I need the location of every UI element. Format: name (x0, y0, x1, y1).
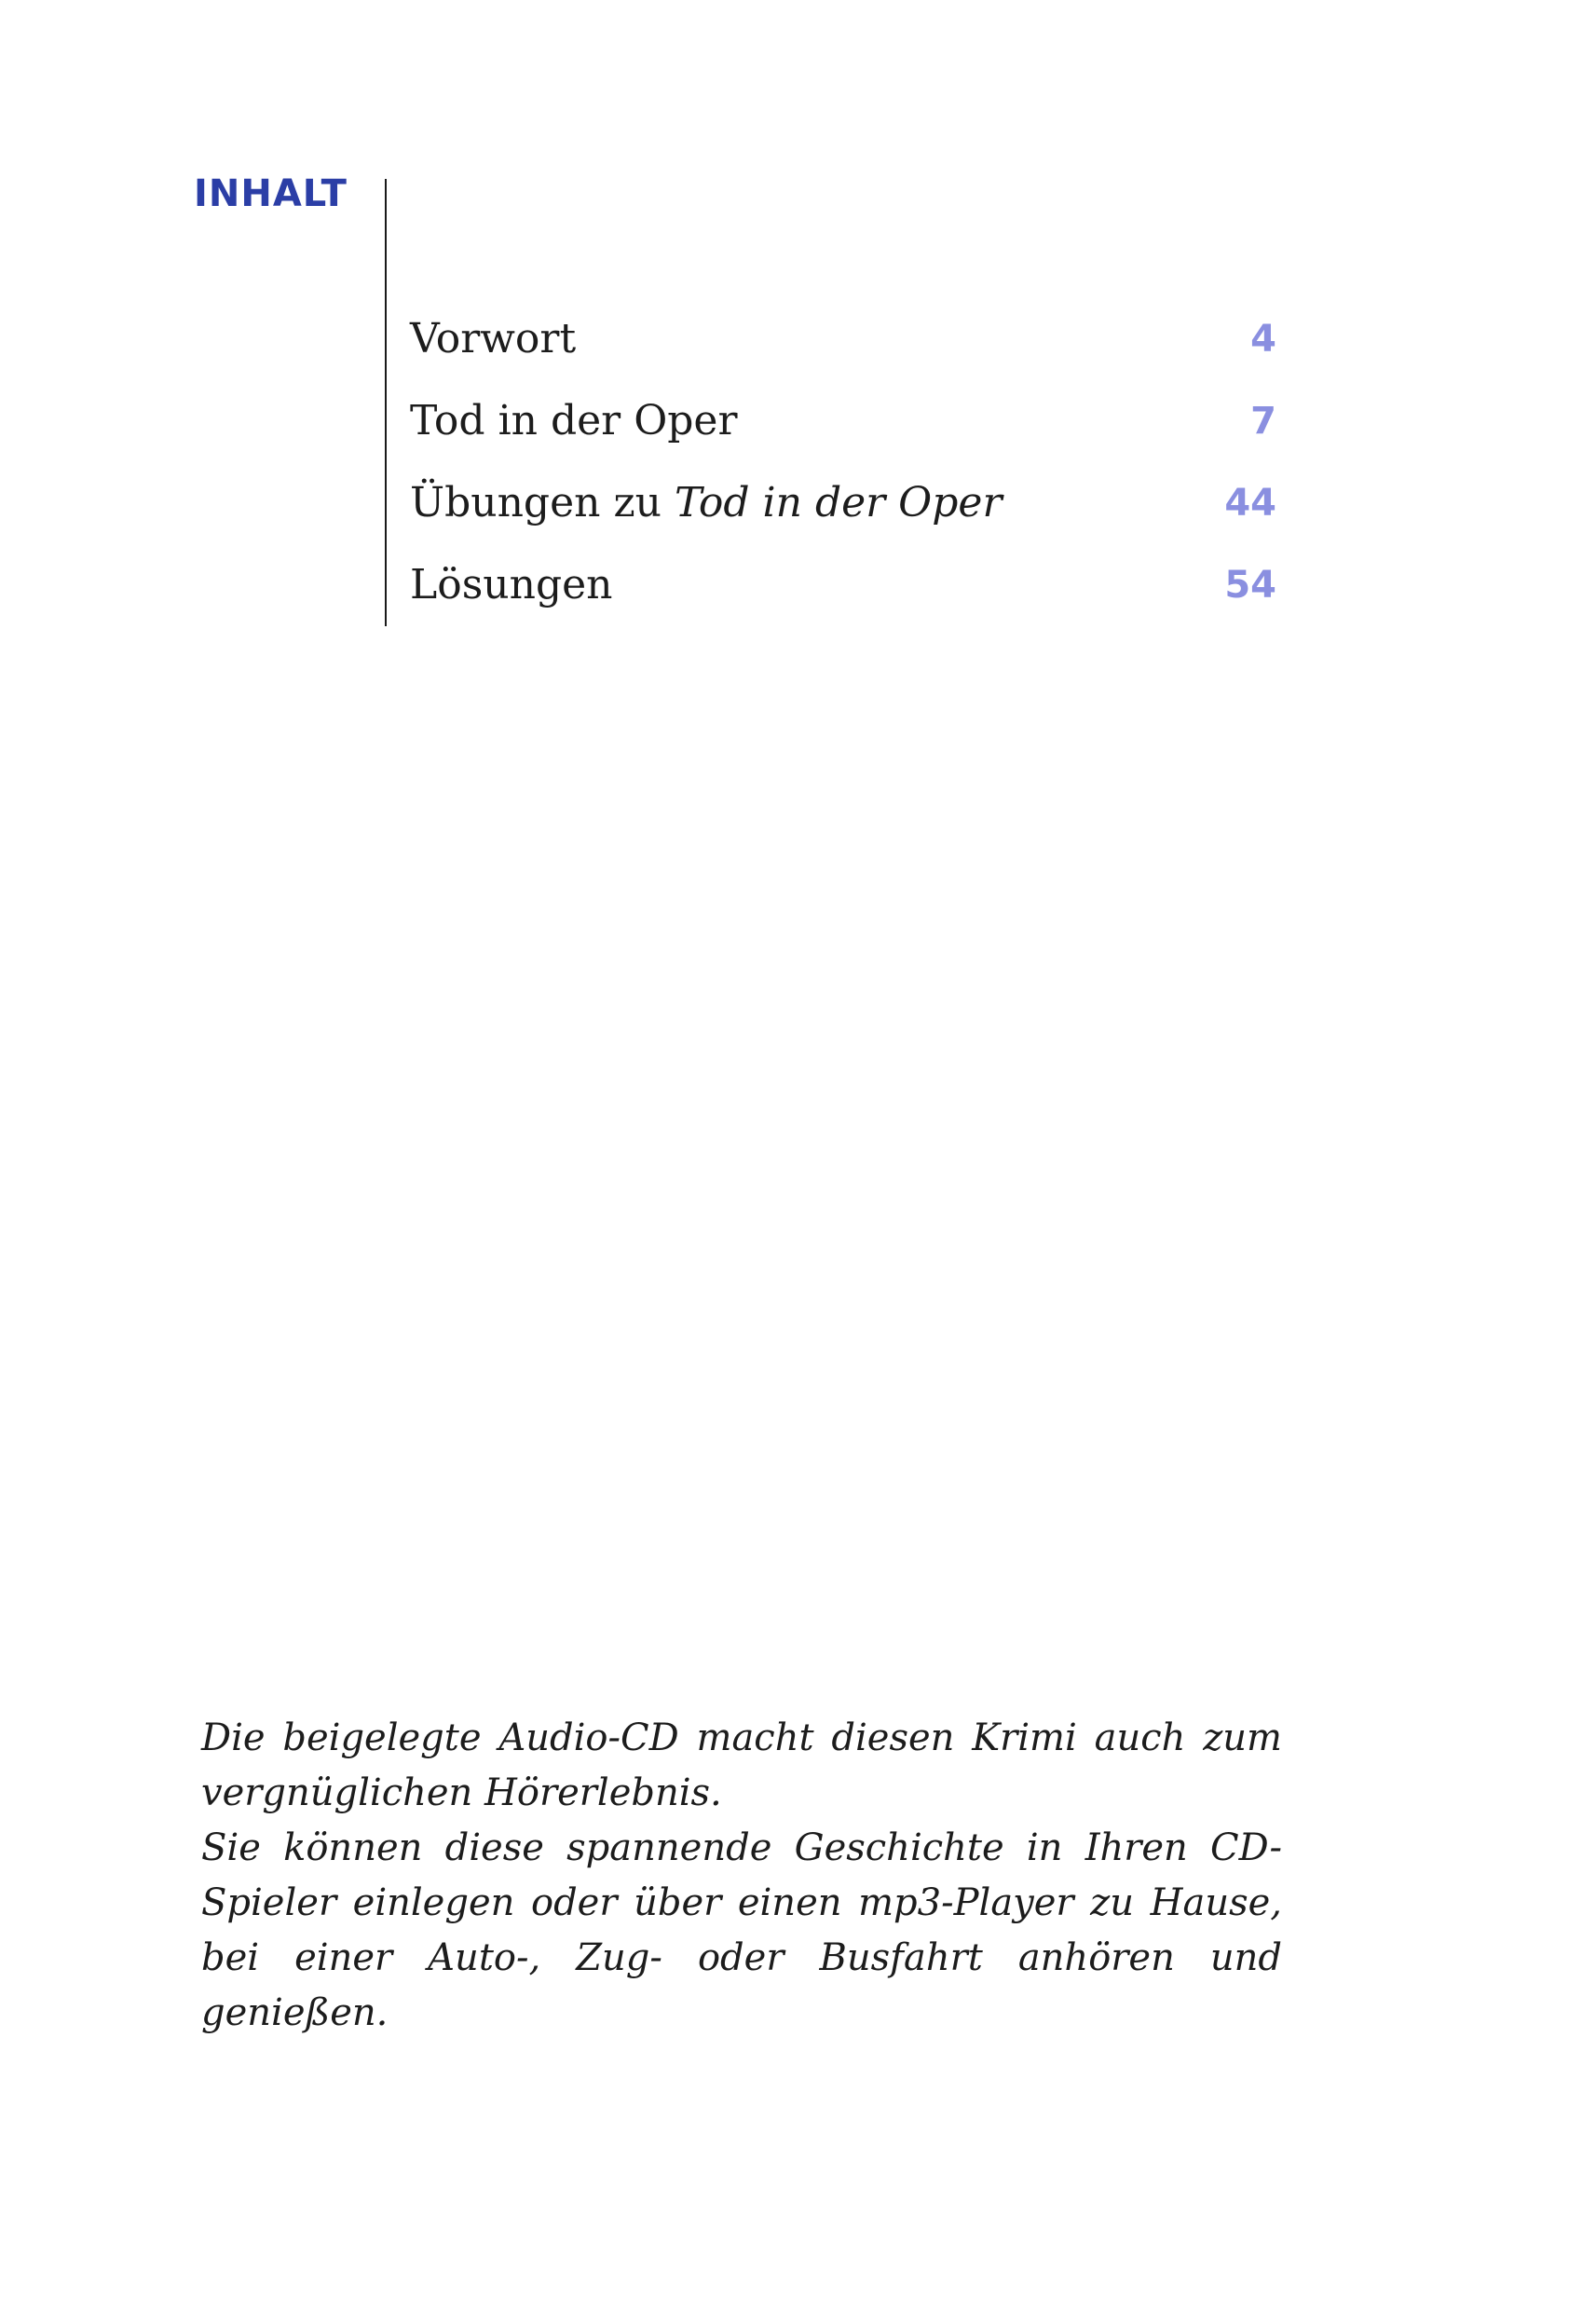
toc-entry-title: Lösungen (410, 561, 613, 609)
toc-entry-page-number: 7 (1250, 400, 1276, 443)
toc-entry-tod-in-der-oper[interactable] (410, 395, 1276, 477)
toc-entry-title (410, 477, 1002, 529)
toc-entry-uebungen[interactable] (410, 477, 1276, 559)
note-paragraph: Die beigelegte Audio-CD macht diesen Krimi auch zum vergnüglichen Hörerlebnis. (201, 1716, 1282, 1814)
toc-entry-page-number: 4 (1250, 318, 1276, 361)
note-paragraph: Sie können diese spannende Geschichte in Ihren CD-Spieler einlegen oder über einen mp3-Player zu Hause, bei einer Auto-, Zug- oder Busfahrt anhören und genießen. (201, 1826, 1282, 2034)
toc-entry-loesungen[interactable] (410, 559, 1276, 641)
contents-heading: INHALT (194, 172, 348, 215)
toc-entry-title: Tod in der Oper (410, 397, 738, 444)
table-of-contents (410, 313, 1276, 641)
toc-entry-page-number: 44 (1224, 482, 1276, 525)
vertical-divider (385, 179, 387, 626)
toc-entry-title-italic: Tod in der Oper (674, 479, 1003, 526)
toc-entry-vorwort[interactable] (410, 313, 1276, 395)
toc-entry-title: Vorwort (410, 315, 577, 362)
audio-cd-note (201, 1711, 1282, 2041)
toc-entry-page-number: 54 (1224, 564, 1276, 607)
toc-entry-title-prefix: Übungen zu (410, 479, 675, 526)
